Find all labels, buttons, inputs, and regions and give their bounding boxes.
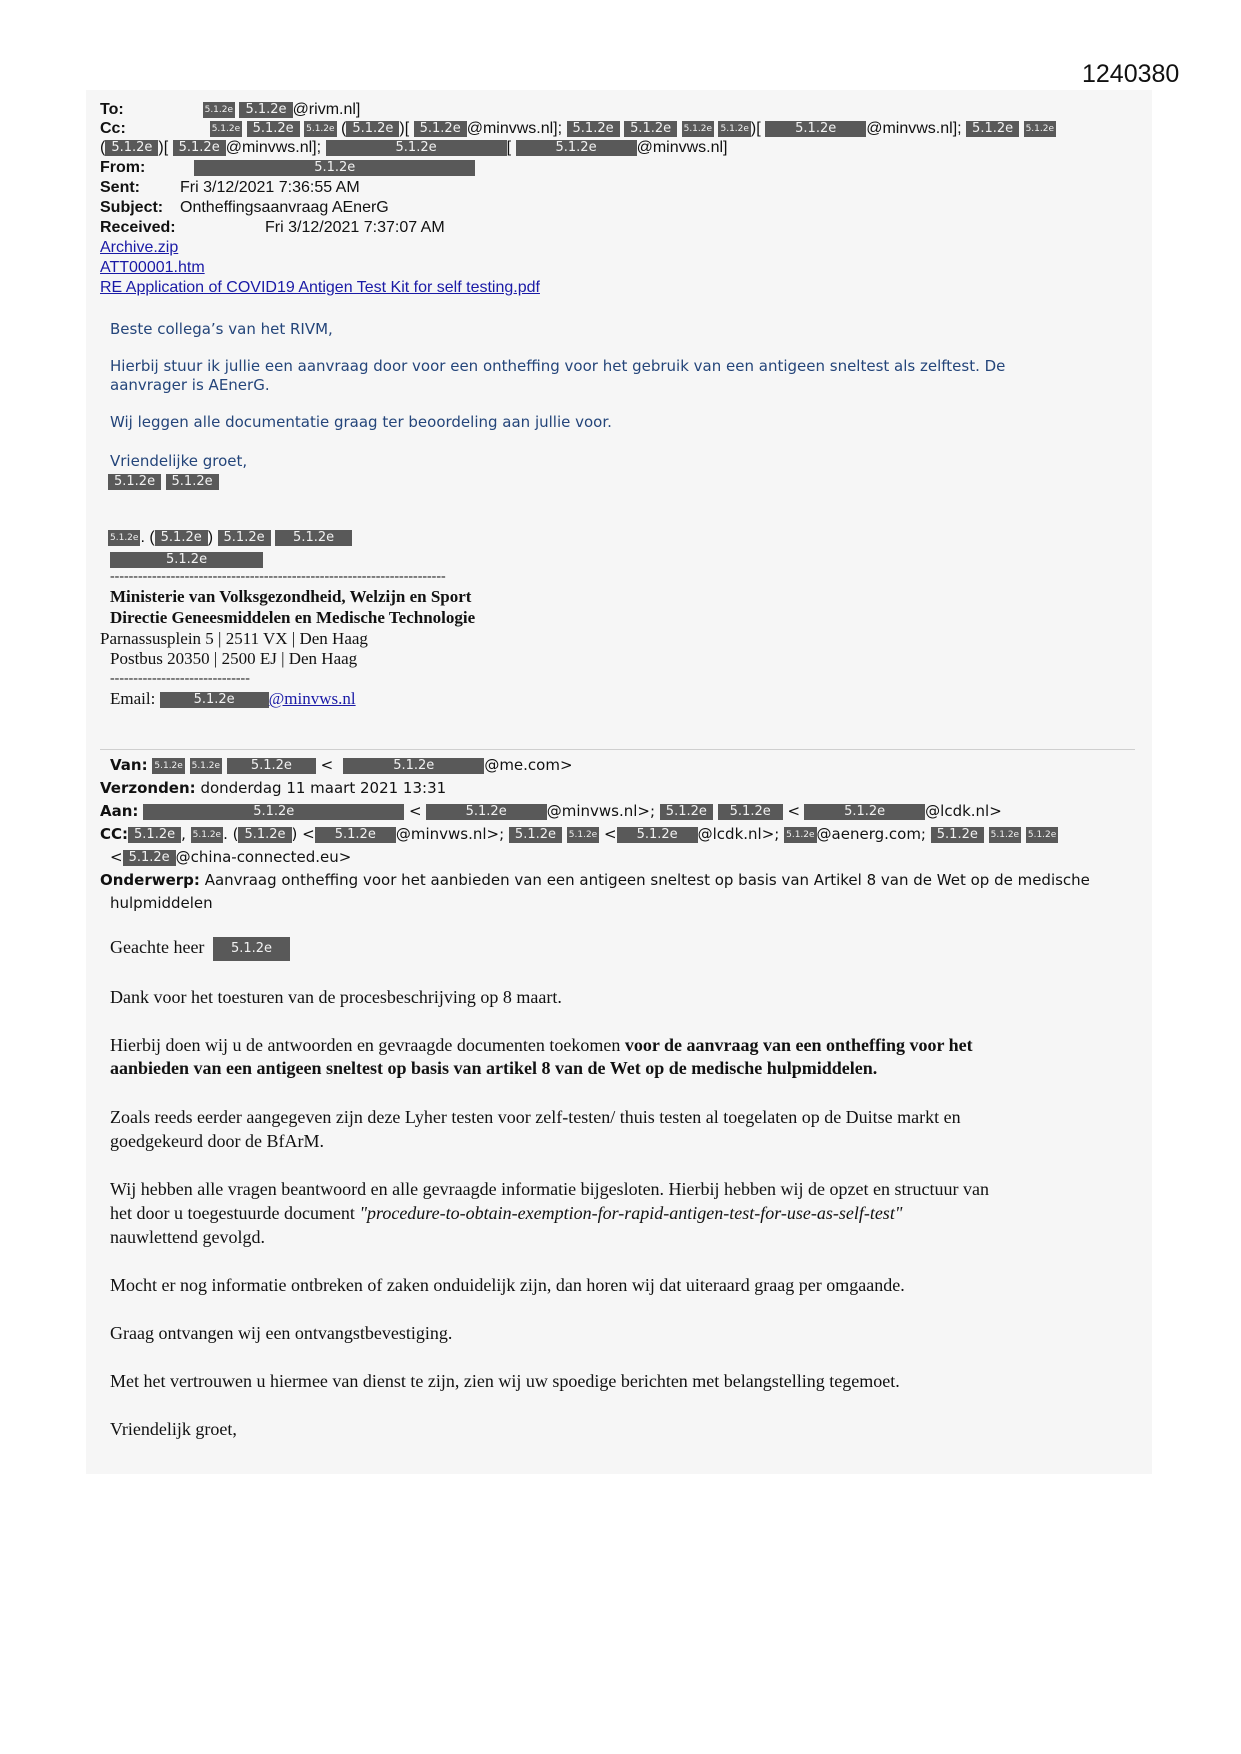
message-para2: Wij leggen alle documentatie graag ter beoordeling aan jullie voor. (110, 413, 612, 431)
redaction: 5.1.2e (326, 140, 507, 156)
letter-para3-line2: goedgekeurd door de BfArM. (110, 1131, 324, 1151)
redaction: 5.1.2e (509, 827, 562, 843)
to-line (100, 100, 360, 119)
cc-forwarded-address-3: @aenerg.com; (816, 825, 926, 843)
attachment-pdf-link[interactable]: RE Application of COVID19 Antigen Test Kit for self testing.pdf (100, 279, 540, 296)
onderwerp-line (100, 869, 1090, 892)
redaction: 5.1.2e (213, 937, 290, 961)
redaction: 5.1.2e (203, 102, 235, 118)
cc-line-1: Cc: 5.1.2e 5.1.2e 5.1.2e ( 5.1.2e )[ 5.1.2e @minvws.nl]; 5.1.2e 5.1.2e 5.1.2e 5.1.2e )[ 5.1.2e @minvws.nl]; 5.1.2e 5.1.2e (100, 120, 1055, 137)
letter-para3-line1: Zoals reeds eerder aangegeven zijn deze Lyher testen voor zelf-testen/ thuis testen al toegelaten op de Duitse markt en (110, 1107, 961, 1127)
redaction: 5.1.2e (143, 804, 404, 820)
cc-address-2: @minvws.nl]; (866, 120, 962, 137)
letter-para2-line2: aanbieden van een antigeen sneltest op basis van artikel 8 van de Wet op de medische hulpmiddelen. (110, 1058, 878, 1078)
aan-address-1: @minvws.nl>; (546, 802, 656, 820)
subject-value: Ontheffingsaanvraag AEnerG (180, 199, 389, 216)
cc-forwarded-address-2: @lcdk.nl>; (697, 825, 780, 843)
redaction: 5.1.2e (343, 758, 484, 774)
redaction: 5.1.2e (315, 827, 396, 843)
redaction: 5.1.2e (624, 121, 677, 137)
para4-plain: het door u toegestuurde document (110, 1203, 360, 1223)
redaction: 5.1.2e (718, 804, 783, 820)
letter-closing: Vriendelijk groet, (110, 1419, 237, 1439)
letter-para5: Mocht er nog informatie ontbreken of zaken onduidelijk zijn, dan horen wij dat uiteraard graag per omgaande. (110, 1275, 905, 1295)
cc-forwarded-address-4: @china-connected.eu> (175, 848, 352, 866)
aan-label: Aan: (100, 802, 139, 820)
redaction: 5.1.2e (804, 804, 925, 820)
redaction: 5.1.2e (210, 121, 242, 137)
cc-label: Cc: (100, 120, 126, 137)
redaction: 5.1.2e (239, 102, 292, 118)
message-para1-line2: aanvrager is AEnerG. (110, 376, 270, 394)
signature-email-line (110, 688, 356, 710)
cc-address-4: @minvws.nl] (636, 139, 728, 156)
cc-forwarded-address-1: @minvws.nl>; (395, 825, 505, 843)
redaction: 5.1.2e (275, 530, 352, 546)
letter-salutation (110, 936, 290, 961)
letter-para7: Met het vertrouwen u hiermee van dienst te zijn, zien wij uw spoedige berichten met belangstelling tegemoet. (110, 1371, 900, 1391)
signature-separator-2: ------------------------------ (110, 671, 250, 686)
redaction: 5.1.2e (166, 474, 219, 490)
redaction: 5.1.2e (346, 121, 399, 137)
letter-para2-line1 (110, 1034, 973, 1056)
signature-separator: ------------------------------------------------------------------------ (110, 569, 446, 584)
redaction: 5.1.2e (110, 552, 263, 568)
redaction: 5.1.2e (108, 530, 140, 546)
redaction: 5.1.2e (155, 530, 208, 546)
redaction: 5.1.2e (190, 758, 222, 774)
redaction: 5.1.2e (567, 827, 599, 843)
redaction: 5.1.2e (784, 827, 816, 843)
received-label: Received: (100, 219, 176, 236)
redaction: 5.1.2e (123, 850, 176, 866)
redaction: 5.1.2e (160, 692, 269, 708)
letter-para4-line3: nauwlettend gevolgd. (110, 1227, 265, 1247)
message-para1-line1: Hierbij stuur ik jullie een aanvraag door voor een ontheffing voor het gebruik van een antigeen sneltest als zelftest. De (110, 357, 1006, 375)
redaction: 5.1.2e (682, 121, 714, 137)
cc-address-3: @minvws.nl]; (225, 139, 322, 156)
redaction: 5.1.2e (414, 121, 467, 137)
received-value: Fri 3/12/2021 7:37:07 AM (265, 219, 445, 236)
from-label: From: (100, 159, 146, 176)
cc-forwarded-line-2: < 5.1.2e @china-connected.eu> (110, 848, 352, 866)
signature-address2: Postbus 20350 | 2500 EJ | Den Haag (110, 649, 358, 668)
redaction: 5.1.2e (152, 758, 184, 774)
signature-ministry: Ministerie van Volksgezondheid, Welzijn en Sport (110, 587, 472, 606)
para2-plain: Hierbij doen wij u de antwoorden en gevraagde documenten toekomen (110, 1035, 625, 1055)
redaction: 5.1.2e (989, 827, 1021, 843)
redaction: 5.1.2e (426, 804, 547, 820)
aan-line: Aan: 5.1.2e < 5.1.2e @minvws.nl>; 5.1.2e 5.1.2e < 5.1.2e @lcdk.nl> (100, 802, 1002, 820)
to-address: @rivm.nl] (292, 101, 361, 118)
van-label: Van: (110, 756, 148, 774)
verzonden-line (100, 777, 446, 800)
redaction: 5.1.2e (128, 827, 181, 843)
email-domain-link[interactable]: @minvws.nl (268, 689, 356, 708)
document-number: 1240380 (1082, 60, 1180, 88)
attachment-att-link[interactable]: ATT00001.htm (100, 259, 205, 276)
divider (100, 749, 1135, 750)
redaction: 5.1.2e (108, 474, 161, 490)
signature-address1: Parnassusplein 5 | 2511 VX | Den Haag (100, 629, 368, 648)
onderwerp-value: Aanvraag ontheffing voor het aanbieden van een antigeen sneltest op basis van Artikel 8 van de Wet op de medische (204, 871, 1090, 889)
sent-value: Fri 3/12/2021 7:36:55 AM (180, 179, 360, 196)
redaction: 5.1.2e (1026, 827, 1058, 843)
redaction: 5.1.2e (931, 827, 984, 843)
sender-name-redacted (108, 472, 219, 491)
van-line: Van: 5.1.2e 5.1.2e 5.1.2e < 5.1.2e @me.com> (110, 756, 573, 774)
redaction: 5.1.2e (567, 121, 620, 137)
redaction: 5.1.2e (718, 121, 750, 137)
from-line (100, 158, 475, 177)
redaction: 5.1.2e (966, 121, 1019, 137)
redaction: 5.1.2e (238, 827, 291, 843)
redaction: 5.1.2e (765, 121, 866, 137)
redaction: 5.1.2e (660, 804, 713, 820)
redaction: 5.1.2e (1024, 121, 1056, 137)
subject-line (100, 198, 389, 217)
redaction: 5.1.2e (617, 827, 698, 843)
redaction: 5.1.2e (194, 160, 475, 176)
redaction: 5.1.2e (304, 121, 336, 137)
verzonden-value: donderdag 11 maart 2021 13:31 (200, 779, 447, 797)
to-label: To: (100, 101, 124, 118)
received-line (100, 218, 445, 237)
redaction: 5.1.2e (191, 827, 223, 843)
cc-address-1: @minvws.nl]; (466, 120, 563, 137)
letter-para6: Graag ontvangen wij een ontvangstbevestiging. (110, 1323, 453, 1343)
redaction: 5.1.2e (227, 758, 316, 774)
para4-italic: "procedure-to-obtain-exemption-for-rapid-antigen-test-for-use-as-self-test" (359, 1203, 903, 1223)
redaction: 5.1.2e (105, 140, 158, 156)
verzonden-label: Verzonden: (100, 779, 196, 797)
sent-line (100, 178, 360, 197)
letter-para4-line2 (110, 1202, 902, 1224)
redaction: 5.1.2e (218, 530, 271, 546)
signature-directorate: Directie Geneesmiddelen en Medische Technologie (110, 608, 476, 627)
cc-forwarded-label: CC: (100, 825, 129, 843)
salutation-text: Geachte heer (110, 937, 205, 957)
message-closing: Vriendelijke groet, (110, 452, 248, 470)
letter-para1: Dank voor het toesturen van de procesbeschrijving op 8 maart. (110, 987, 562, 1007)
onderwerp-label: Onderwerp: (100, 871, 200, 889)
redaction: 5.1.2e (247, 121, 300, 137)
aan-address-2: @lcdk.nl> (925, 802, 1002, 820)
email-label: Email: (110, 689, 156, 708)
letter-para4-line1: Wij hebben alle vragen beantwoord en alle gevraagde informatie bijgesloten. Hierbij hebben wij de opzet en structuur van (110, 1179, 989, 1199)
van-address: @me.com> (484, 756, 573, 774)
signature-title-redacted: 5.1.2e . ( 5.1.2e ) 5.1.2e 5.1.2e (108, 528, 352, 547)
cc-forwarded-line: CC: 5.1.2e , 5.1.2e . ( 5.1.2e ) < 5.1.2e @minvws.nl>; 5.1.2e 5.1.2e < 5.1.2e @lcdk.nl>; 5.1.2e @aenerg.com; 5.1.2e 5.1.2e 5.1.2e (100, 825, 1057, 843)
attachment-archive-link[interactable]: Archive.zip (100, 239, 179, 256)
para2-bold-a: voor de aanvraag van een ontheffing voor het (624, 1035, 973, 1055)
onderwerp-value-line2: hulpmiddelen (110, 894, 213, 912)
subject-label: Subject: (100, 199, 164, 216)
redaction: 5.1.2e (516, 140, 637, 156)
message-greeting: Beste collega’s van het RIVM, (110, 320, 333, 338)
redaction: 5.1.2e (173, 140, 226, 156)
sent-label: Sent: (100, 179, 140, 196)
cc-line-2: ( 5.1.2e )[ 5.1.2e @minvws.nl]; 5.1.2e [ 5.1.2e @minvws.nl] (100, 139, 728, 156)
